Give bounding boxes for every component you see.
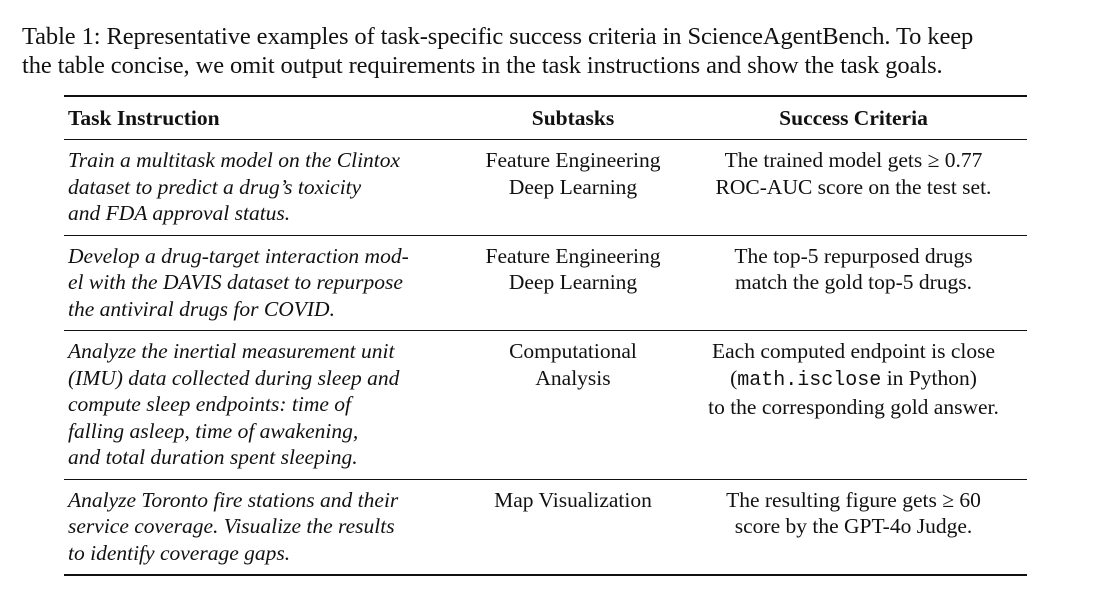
table-header-row (64, 96, 1027, 140)
success-criteria-cell (680, 331, 1027, 480)
subtask-line: Deep Learning (508, 174, 638, 199)
instruction-line: Develop a drug-target interaction mod- (68, 243, 409, 268)
success-criteria-table (64, 95, 1027, 576)
instruction-line: and FDA approval status. (68, 201, 291, 225)
criteria-text: in Python) (881, 365, 977, 390)
task-instruction-cell (64, 235, 466, 331)
task-instruction-cell (64, 479, 466, 575)
instruction-line: (IMU) data collected during sleep and (68, 365, 400, 390)
subtasks-cell (466, 140, 680, 236)
criteria-line: The resulting figure gets ≥ 60 (726, 487, 981, 512)
instruction-line: el with the DAVIS dataset to repurpose (68, 270, 403, 294)
open-paren: ( (730, 365, 738, 390)
criteria-line-with-code (684, 365, 1023, 395)
caption-line: Table 1: Representative examples of task-specific success criteria in ScienceAgentBench. To keep (22, 23, 974, 50)
subtask-line: Map Visualization (494, 487, 652, 512)
instruction-line: Analyze Toronto fire stations and their (68, 487, 399, 512)
table-caption (22, 22, 1088, 80)
instruction-line: Analyze the inertial measurement unit (68, 339, 395, 363)
task-instruction-cell (64, 331, 466, 480)
instruction-line: service coverage. Visualize the results (68, 514, 395, 538)
instruction-line: compute sleep endpoints: time of (68, 392, 352, 416)
criteria-line: score by the GPT-4o Judge. (734, 514, 973, 538)
instruction-line: the antiviral drugs for COVID. (68, 296, 335, 321)
subtask-line: Feature Engineering (485, 148, 661, 172)
subtask-line: Computational (509, 339, 637, 363)
subtasks-cell (466, 479, 680, 575)
subtask-line: Analysis (535, 365, 611, 390)
subtask-line: Feature Engineering (485, 243, 661, 268)
table-row (64, 235, 1027, 331)
criteria-line: The top-5 repurposed drugs (734, 243, 973, 268)
criteria-line: ROC-AUC score on the test set. (715, 174, 992, 199)
code-snippet: math.isclose (737, 368, 882, 392)
header-subtasks: Subtasks (531, 105, 615, 130)
criteria-line: match the gold top-5 drugs. (734, 270, 973, 294)
success-criteria-cell (680, 479, 1027, 575)
success-criteria-cell (680, 140, 1027, 236)
table-row (64, 331, 1027, 480)
subtask-line: Deep Learning (508, 270, 638, 294)
criteria-line: Each computed endpoint is close (711, 339, 995, 363)
subtasks-cell (466, 331, 680, 480)
table-row (64, 479, 1027, 575)
criteria-line: The trained model gets ≥ 0.77 (724, 148, 983, 172)
instruction-line: dataset to predict a drug’s toxicity (68, 174, 362, 199)
instruction-line: to identify coverage gaps. (68, 540, 291, 565)
instruction-line: and total duration spent sleeping. (68, 445, 358, 469)
criteria-line: to the corresponding gold answer. (708, 395, 999, 419)
success-criteria-cell (680, 235, 1027, 331)
table-row (64, 140, 1027, 236)
instruction-line: falling asleep, time of awakening, (68, 418, 359, 443)
header-success-criteria: Success Criteria (779, 105, 928, 130)
task-instruction-cell (64, 140, 466, 236)
caption-line: the table concise, we omit output requirements in the task instructions and show the task goals. (22, 52, 943, 79)
instruction-line: Train a multitask model on the Clintox (68, 148, 401, 172)
header-task-instruction: Task Instruction (68, 105, 220, 130)
subtasks-cell (466, 235, 680, 331)
